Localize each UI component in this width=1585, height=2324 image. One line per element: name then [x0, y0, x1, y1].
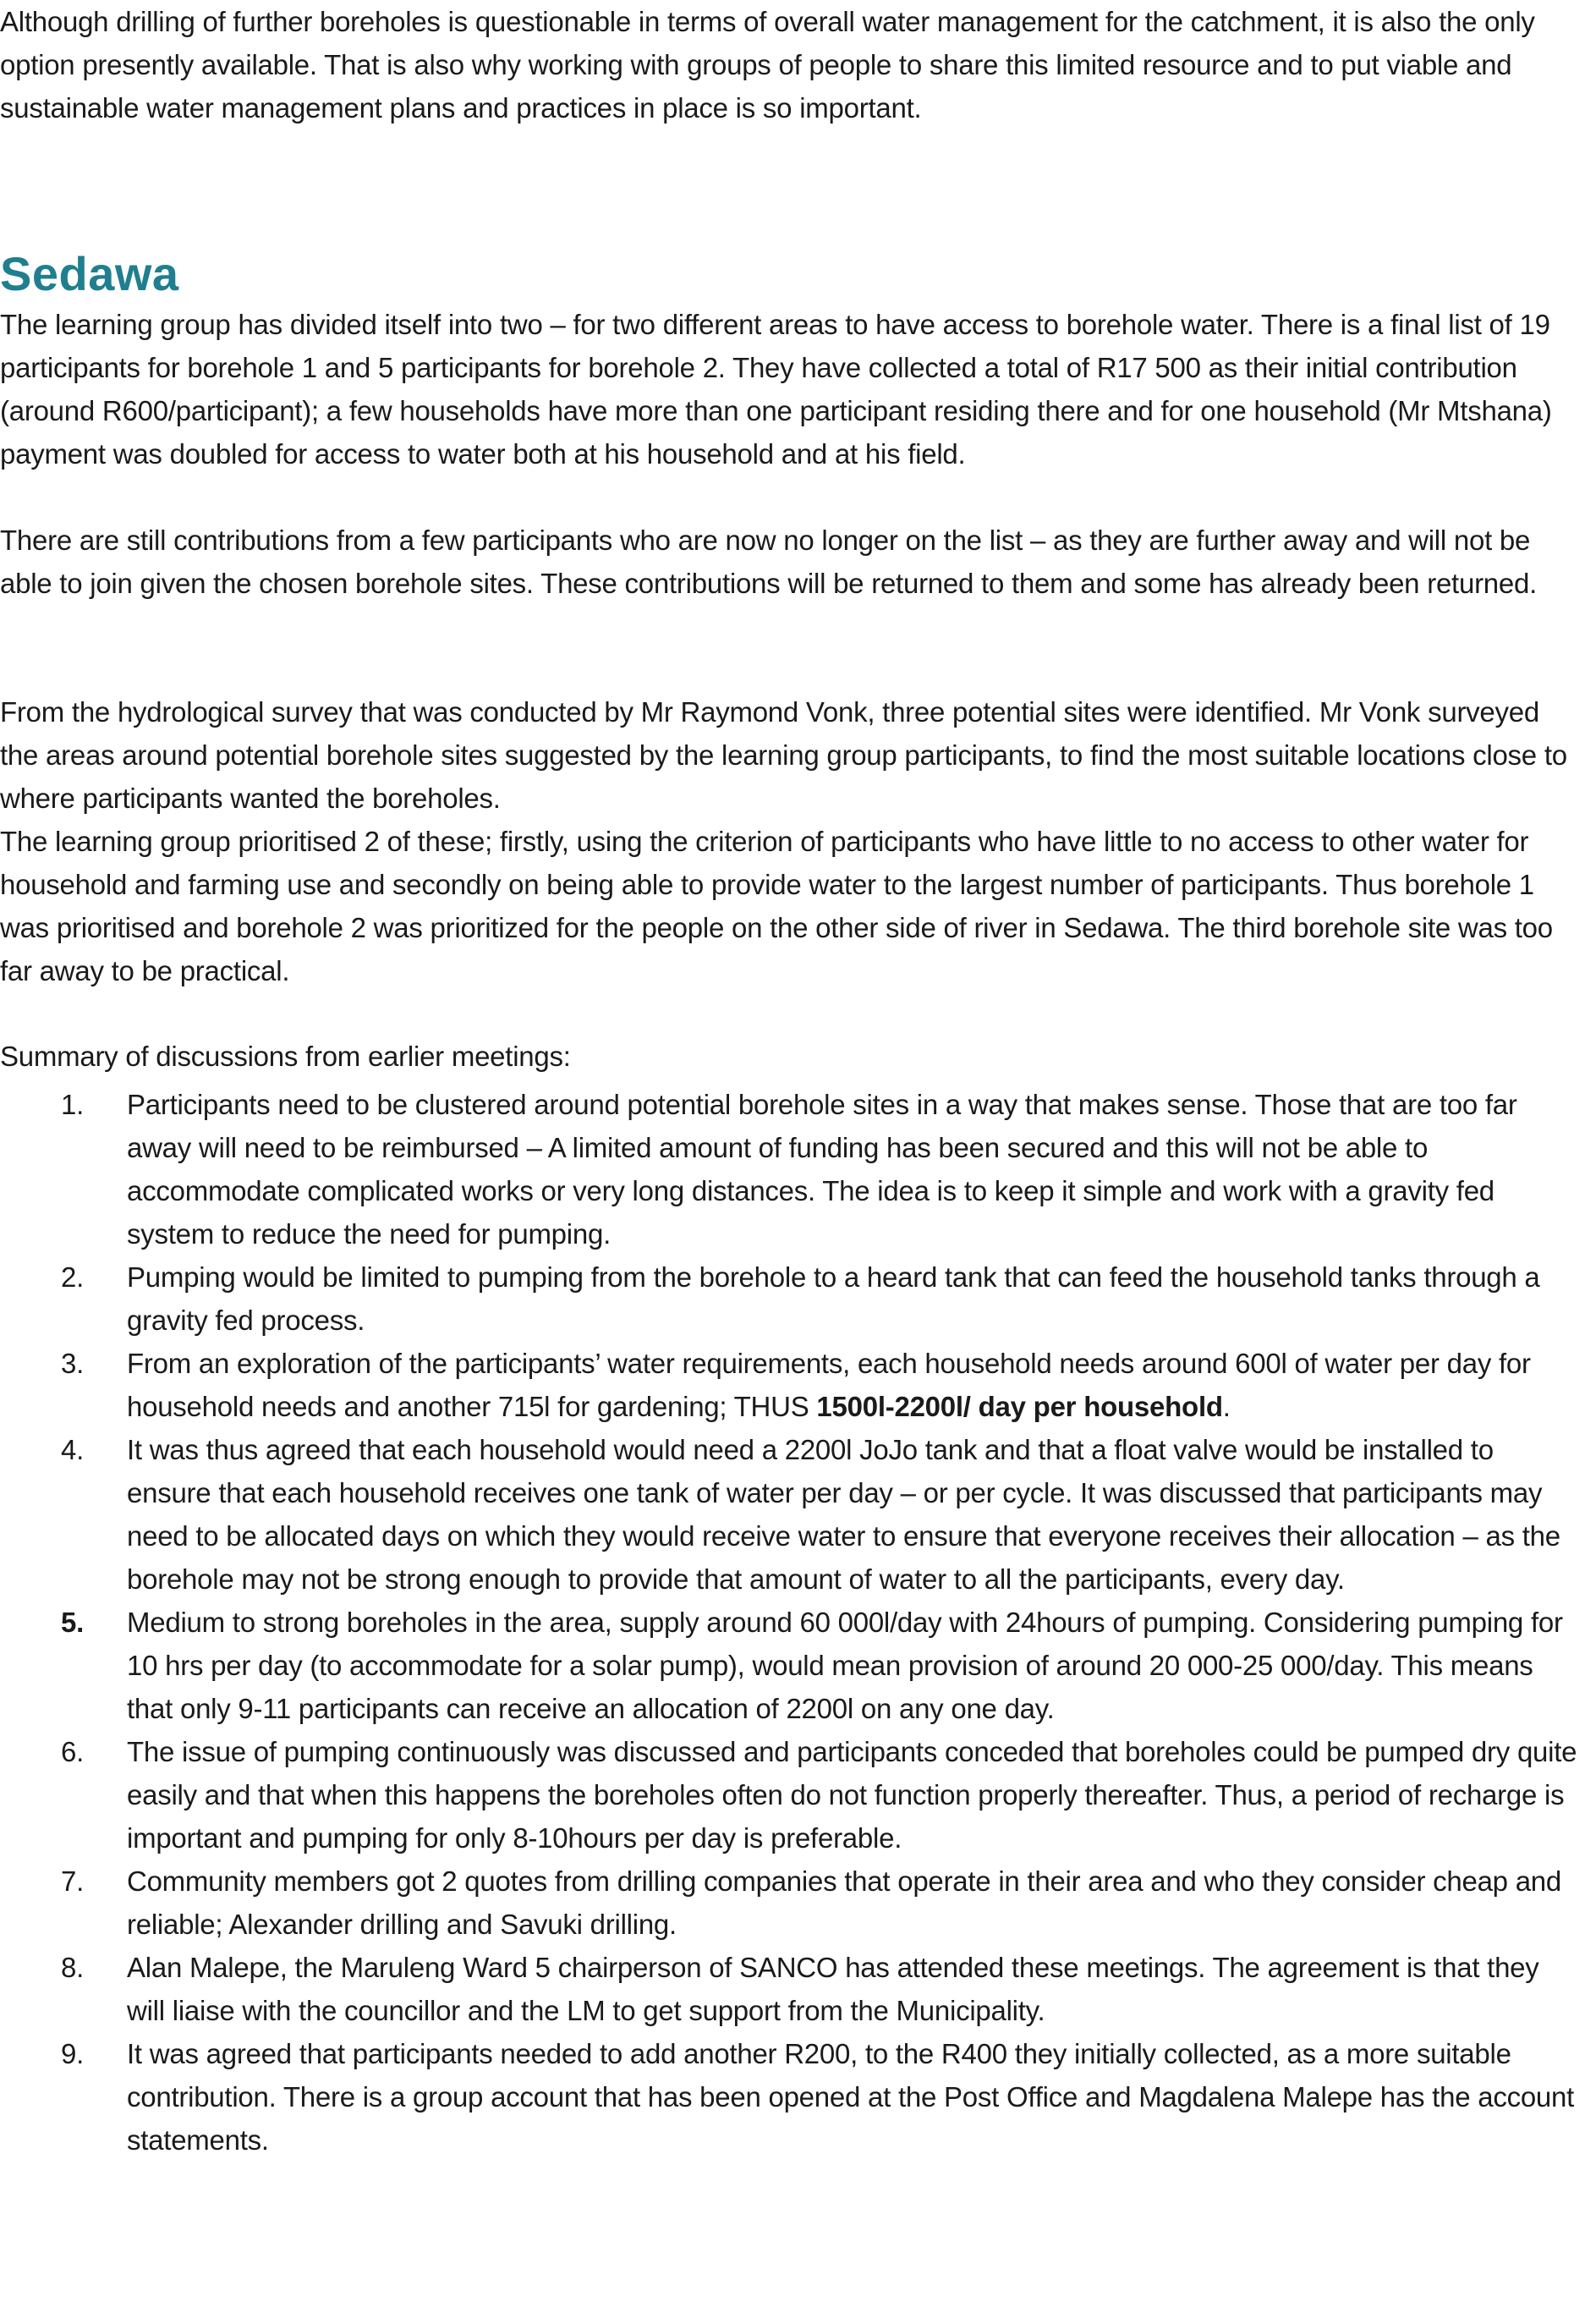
- list-item-text: Pumping would be limited to pumping from the borehole to a heard tank that can feed the household tanks through a gravity fed process.: [127, 1261, 1540, 1336]
- summary-title: Summary of discussions from earlier meetings:: [0, 1041, 571, 1072]
- list-item-text: It was thus agreed that each household would need a 2200l JoJo tank and that a float valve would be installed to ensure that each household receives one tank of water per day – or per cycle. It was discussed that participants may need to be allocated days on which they would receive water to ensure that everyone receives their allocation – as the borehole may not be strong enough to provide that amount of water to all the participants, every day.: [127, 1434, 1560, 1595]
- list-item-number: 9.: [61, 2038, 85, 2069]
- list-item-number: 4.: [61, 1434, 85, 1465]
- list-item-number: 6.: [61, 1736, 85, 1767]
- list-item-text: [127, 1348, 1531, 1422]
- list-item-number: 5.: [61, 1607, 85, 1638]
- intro-paragraph: Although drilling of further boreholes is questionable in terms of overall water management for the catchment, it is also the only option presently available. That is also why working with groups of people to share this limited resource and to put viable and sustainable water management plans and practices in place is so important.: [0, 6, 1535, 124]
- list-item-text: It was agreed that participants needed to add another R200, to the R400 they initially collected, as a more suitable contribution. There is a group account that has been opened at the Post Office and Magdalena Malepe has the account statements.: [127, 2038, 1575, 2156]
- list-item-text: Community members got 2 quotes from drilling companies that operate in their area and who they consider cheap and reliable; Alexander drilling and Savuki drilling.: [127, 1865, 1562, 1940]
- list-item-text: Alan Malepe, the Maruleng Ward 5 chairperson of SANCO has attended these meetings. The agreement is that they will liaise with the councillor and the LM to get support from the Municipality.: [127, 1952, 1539, 2026]
- water-requirement-highlight: 1500l-2200l/ day per household: [816, 1391, 1223, 1422]
- list-item-text: The issue of pumping continuously was discussed and participants conceded that boreholes could be pumped dry quite easily and that when this happens the boreholes often do not function properly thereafter. Thus, a period of recharge is important and pumping for only 8-10hours per day is preferable.: [127, 1736, 1577, 1854]
- section-heading: Sedawa: [0, 247, 179, 300]
- list-item: [0, 1946, 1583, 2032]
- list-item: [0, 1255, 1583, 1342]
- list-item-text-part: .: [1222, 1391, 1231, 1422]
- discussion-list: [0, 1083, 1583, 2162]
- list-item-text-part: From an exploration of the participants’ water requirements, each household needs around 600l of water per day for household needs and another 715l for gardening; THUS: [127, 1348, 1531, 1422]
- list-item-number: 2.: [61, 1261, 85, 1293]
- list-item: [0, 1601, 1583, 1730]
- list-item: [0, 1860, 1583, 1946]
- list-item-text: Participants need to be clustered around potential borehole sites in a way that makes sense. Those that are too far away will need to be reimbursed – A limited amount of funding has been secured and this will not be able to accommodate complicated works or very long distances. The idea is to keep it simple and work with a gravity fed system to reduce the need for pumping.: [127, 1089, 1517, 1250]
- paragraph-participants: The learning group has divided itself into two – for two different areas to have access to borehole water. There is a final list of 19 participants for borehole 1 and 5 participants for borehole 2. They have collected a total of R17 500 as their initial contribution (around R600/participant); a few households have more than one participant residing there and for one household (Mr Mtshana) payment was doubled for access to water both at his household and at his field.: [0, 309, 1552, 470]
- list-item-number: 1.: [61, 1089, 85, 1120]
- list-item: [0, 2032, 1583, 2162]
- list-item-number: 3.: [61, 1348, 85, 1379]
- list-item: [0, 1342, 1583, 1428]
- list-item: [0, 1083, 1583, 1255]
- list-item-text: Medium to strong boreholes in the area, supply around 60 000l/day with 24hours of pumping. Considering pumping for 10 hrs per day (to accommodate for a solar pump), would mean provision of around 20 000-25 000/day. This means that only 9-11 participants can receive an allocation of 2200l on any one day.: [127, 1607, 1563, 1724]
- paragraph-hydrological-survey: From the hydrological survey that was conducted by Mr Raymond Vonk, three potential sites were identified. Mr Vonk surveyed the areas around potential borehole sites suggested by the learning group participants, to find the most suitable locations close to where participants wanted the boreholes.: [0, 696, 1567, 814]
- list-item-number: 7.: [61, 1865, 85, 1897]
- paragraph-prioritisation: The learning group prioritised 2 of these; firstly, using the criterion of participants who have little to no access to other water for household and farming use and secondly on being able to provide water to the largest number of participants. Thus borehole 1 was prioritised and borehole 2 was prioritized for the people on the other side of river in Sedawa. The third borehole site was too far away to be practical.: [0, 826, 1553, 986]
- list-item-number: 8.: [61, 1952, 85, 1983]
- list-item: [0, 1428, 1583, 1601]
- paragraph-contributions: There are still contributions from a few participants who are now no longer on the list – as they are further away and will not be able to join given the chosen borehole sites. These contributions will be returned to them and some has already been returned.: [0, 525, 1538, 599]
- list-item: [0, 1730, 1583, 1860]
